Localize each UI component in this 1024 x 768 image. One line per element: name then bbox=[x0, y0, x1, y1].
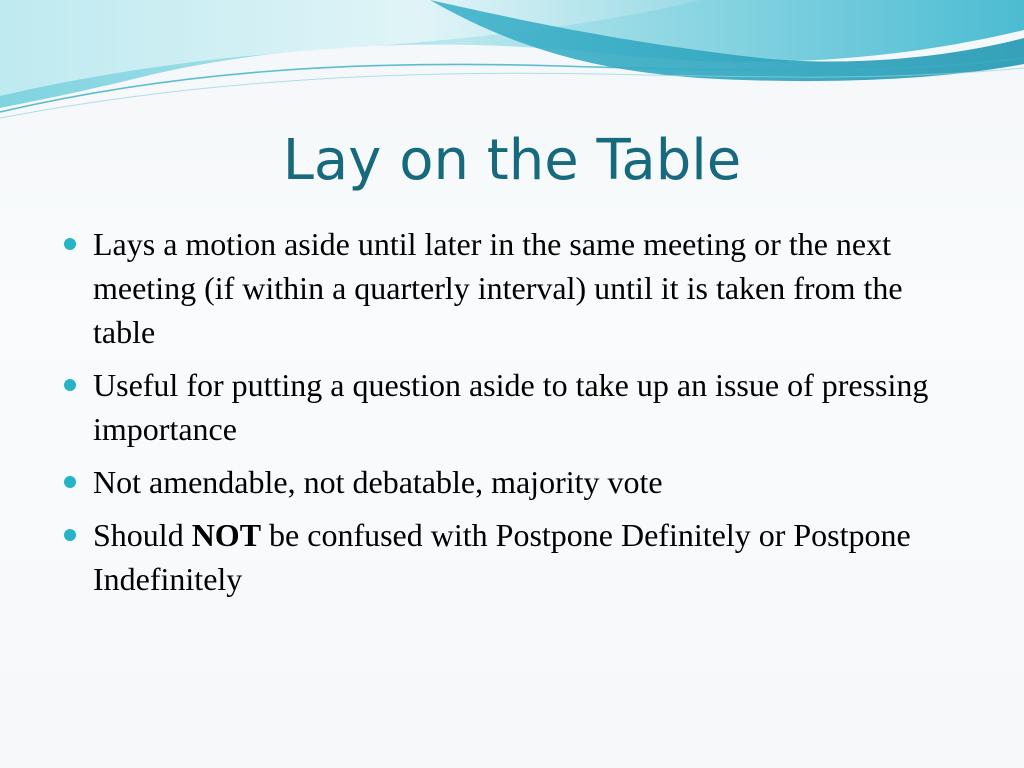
bullet-item bbox=[62, 460, 972, 504]
bullet-item bbox=[62, 222, 972, 354]
bullet-item bbox=[62, 363, 972, 451]
filled-circle-icon bbox=[64, 529, 76, 541]
bullet-text: Not amendable, not debatable, majority vote bbox=[93, 464, 663, 500]
filled-circle-icon bbox=[64, 476, 76, 488]
bullet-list bbox=[62, 222, 972, 610]
bullet-text-suffix: be confused with Postpone Definitely or Postpone Indefinitely bbox=[93, 517, 911, 597]
slide-title: Lay on the Table bbox=[282, 128, 742, 193]
bullet-text: Lays a motion aside until later in the same meeting or the next meeting (if within a quarterly interval) until it is taken from the table bbox=[93, 226, 903, 350]
bullet-text-prefix: Should bbox=[93, 517, 192, 553]
filled-circle-icon bbox=[64, 238, 76, 250]
bullet-text: Useful for putting a question aside to take up an issue of pressing importance bbox=[93, 367, 929, 447]
bullet-emphasis: NOT bbox=[191, 517, 262, 553]
filled-circle-icon bbox=[64, 379, 76, 391]
decorative-wave-header bbox=[0, 0, 1024, 130]
bullet-item bbox=[62, 513, 972, 601]
